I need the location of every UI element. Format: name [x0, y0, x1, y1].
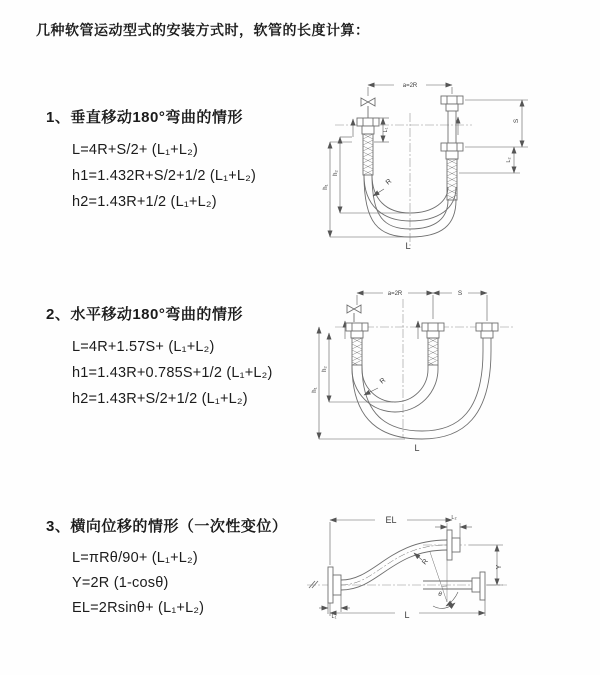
- formula-line: h2=1.43R+1/2 (L₁+L₂): [72, 194, 217, 210]
- diagram-1-svg: [300, 75, 540, 255]
- label-h2: h₂: [333, 170, 339, 176]
- diagram-3-labels: [332, 515, 503, 620]
- middle-fitting: [422, 323, 444, 338]
- label-h2: h₂: [322, 366, 328, 372]
- hose-curves: [352, 351, 491, 439]
- left-flange: [328, 567, 341, 603]
- radius-annotation: [373, 178, 393, 196]
- label-l2: L₂: [451, 515, 457, 521]
- section-2: [46, 305, 273, 412]
- left-fitting: [357, 118, 379, 134]
- label-length: L: [405, 241, 411, 251]
- right-fitting: [476, 323, 498, 338]
- left-braid: [363, 134, 373, 175]
- section-3-heading: 3、横向位移的情形（一次性变位）: [46, 518, 288, 535]
- formula-line: h2=1.43R+S/2+1/2 (L₁+L₂): [72, 391, 248, 407]
- section-1: [46, 108, 256, 215]
- valve-icon: [361, 98, 375, 118]
- label-s: S: [513, 118, 520, 124]
- formula-line: h1=1.43R+0.785S+1/2 (L₁+L₂): [72, 365, 273, 381]
- diagram-2-labels: [312, 290, 463, 453]
- diagram-3-svg: [295, 508, 567, 630]
- radius-annotation: [414, 553, 430, 566]
- label-r: R: [421, 557, 430, 567]
- label-l1: L₁: [383, 127, 389, 133]
- label-l1: L₁: [331, 614, 337, 620]
- label-theta: θ: [438, 591, 442, 598]
- right-lower-fitting: [441, 143, 463, 159]
- dimension-lines: [330, 85, 528, 237]
- diagram-1-labels: [323, 83, 520, 251]
- label-y: Y: [496, 564, 503, 570]
- label-h1: h₁: [312, 387, 318, 393]
- label-length: L: [404, 610, 410, 620]
- section-1-heading: 1、垂直移动180°弯曲的情形: [46, 109, 243, 126]
- valve-icon: [347, 305, 361, 322]
- middle-braid: [428, 338, 438, 365]
- label-h1: h₁: [323, 184, 329, 190]
- formula-line: h1=1.432R+S/2+1/2 (L₁+L₂): [72, 168, 257, 184]
- diagram-lateral-displacement: [295, 508, 567, 630]
- formula-line: Y=2R (1-cosθ): [72, 575, 169, 591]
- original-position-pipe: [423, 572, 485, 600]
- section-2-formulas: [72, 334, 273, 412]
- label-s: S: [457, 290, 463, 297]
- dimension-lines: [319, 520, 503, 616]
- page-title: 几种软管运动型式的安装方式时，软管的长度计算：: [36, 22, 370, 38]
- section-3: [46, 517, 287, 621]
- label-length: L: [414, 443, 420, 453]
- diagram-vertical-180-bend: [300, 75, 540, 255]
- section-2-heading: 2、水平移动180°弯曲的情形: [46, 306, 243, 323]
- right-upper-fitting: [441, 96, 463, 111]
- right-pipe: [483, 338, 491, 351]
- break-mark: [309, 581, 318, 588]
- label-a2r: a=2R: [387, 291, 403, 297]
- label-r: R: [378, 376, 388, 386]
- formula-line: L=πRθ/90+ (L₁+L₂): [72, 550, 198, 566]
- section-1-formulas: [72, 137, 256, 215]
- label-r: R: [384, 177, 394, 187]
- section-3-formulas: [72, 546, 287, 621]
- left-fitting: [346, 323, 368, 338]
- hose-s-curve: [341, 540, 447, 590]
- formula-line: EL=2Rsinθ+ (L₁+L₂): [72, 600, 205, 616]
- angle-construction: [430, 552, 458, 608]
- diagram-horizontal-180-bend: [305, 285, 545, 455]
- diagram-2-svg: [305, 285, 545, 455]
- right-pipe: [448, 111, 456, 143]
- left-braid: [352, 338, 362, 365]
- radius-annotation: [364, 377, 387, 395]
- label-el: EL: [385, 515, 397, 525]
- formula-line: L=4R+S/2+ (L₁+L₂): [72, 142, 198, 158]
- label-l2: L₂: [506, 157, 512, 163]
- displaced-flange: [447, 530, 460, 560]
- formula-line: L=4R+1.57S+ (L₁+L₂): [72, 339, 215, 355]
- label-a2r: a=2R: [402, 83, 418, 89]
